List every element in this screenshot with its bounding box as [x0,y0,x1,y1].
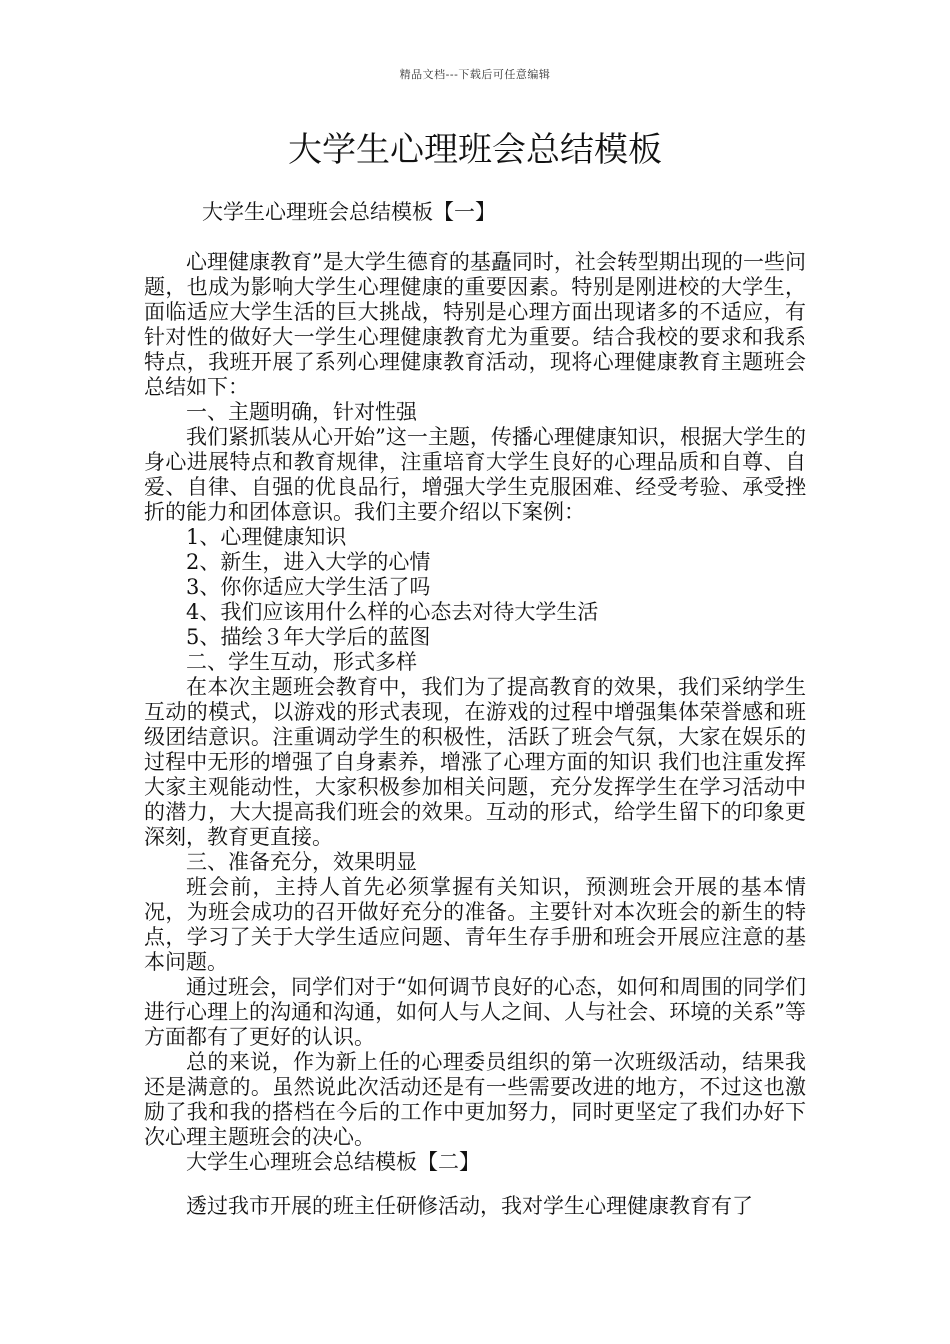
list-item: 5、描绘３年大学后的蓝图 [186,625,431,649]
list-item: 4、我们应该用什么样的心态去对待大学生活 [186,600,599,624]
subheading-theme: 一、主题明确，针对性强 [186,400,417,424]
section-two-body [144,1194,806,1219]
header-note: 精品文档---下载后可任意编辑 [399,68,551,81]
section-one-heading: 大学生心理班会总结模板【一】 [202,200,496,224]
list-item: 2、新生，进入大学的心情 [186,550,431,574]
paragraph-theme: 我们紧抓装从心开始”这一主题，传播心理健康知识，根据大学生的身心进展特点和教育规律，注重培育大学生良好的心理品质和自尊、自爱、自律、自强的优良品行，增强大学生克服困难、经受考验、承受挫折的能力和团体意识。我们主要介绍以下案例： [144,425,806,524]
paragraph-preparation: 班会前，主持人首先必须掌握有关知识，预测班会开展的基本情况，为班会成功的召开做好充分的准备。主要针对本次班会的新生的特点，学习了关于大学生适应问题、青年生存手册和班会开展应注意的基本问题。 [144,875,806,974]
section-two-heading: 大学生心理班会总结模板【二】 [186,1150,480,1174]
subheading-preparation: 三、准备充分，效果明显 [186,850,417,874]
paragraph-interaction: 在本次主题班会教育中，我们为了提高教育的效果，我们采纳学生互动的模式，以游戏的形式表现，在游戏的过程中增强集体荣誉感和班级团结意识。注重调动学生的积极性，活跃了班会气氛，大家在娱乐的过程中无形的增强了自身素养，增涨了心理方面的知识 我们也注重发挥大家主观能动性，大家积极参加相关问题，充分发挥学生在学习活动中的潜力，大大提高我们班会的效果。互动的形式，给学生留下的印象更深刻，教育更直接。 [144,675,806,849]
list-item: 1、心理健康知识 [186,525,347,549]
subheading-interaction: 二、学生互动，形式多样 [186,650,417,674]
paragraph-intro: 心理健康教育”是大学生德育的基矗同时，社会转型期出现的一些问题，也成为影响大学生心理健康的重要因素。特别是刚进校的大学生，面临适应大学生活的巨大挑战，特别是心理方面出现诸多的不适应，有针对性的做好大一学生心理健康教育尤为重要。结合我校的要求和我系特点，我班开展了系列心理健康教育活动，现将心理健康教育主题班会总结如下： [144,250,806,399]
paragraph-section-two: 透过我市开展的班主任研修活动，我对学生心理健康教育有了 [186,1194,753,1218]
paragraph-understanding: 通过班会，同学们对于“如何调节良好的心态，如何和周围的同学们进行心理上的沟通和沟通，如何人与人之间、人与社会、环境的关系”等方面都有了更好的认识。 [144,975,806,1049]
document-title: 大学生心理班会总结模板 [288,130,662,170]
section-one-body [144,250,806,1175]
list-item: 3、你你适应大学生活了吗 [186,575,431,599]
paragraph-conclusion: 总的来说，作为新上任的心理委员组织的第一次班级活动，结果我还是满意的。虽然说此次活动还是有一些需要改进的地方，不过这也激励了我和我的搭档在今后的工作中更加努力，同时更坚定了我们办好下次心理主题班会的决心。 [144,1050,806,1149]
